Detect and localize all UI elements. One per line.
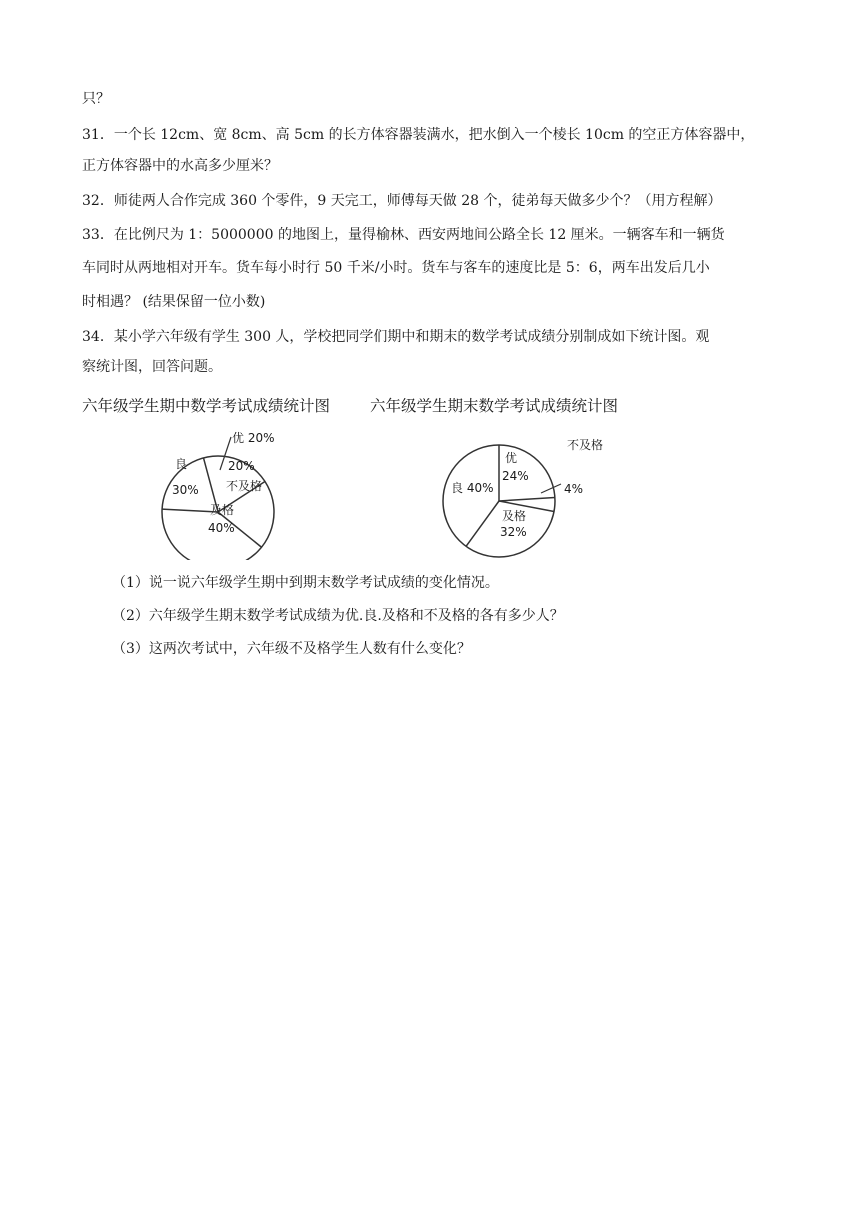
slice-label-优-label_pct: 24% xyxy=(502,469,529,483)
midterm-pie-chart xyxy=(162,430,275,560)
sub-question-1: （1）说一说六年级学生期中到期末数学考试成绩的变化情况。 xyxy=(112,575,499,591)
final-pie-chart xyxy=(443,437,603,557)
slice-label-不及格-label_pct: 20% xyxy=(228,459,255,473)
sub-question-3: （3）这两次考试中，六年级不及格学生人数有什么变化？ xyxy=(112,641,471,657)
slice-label-良-label_name: 良 xyxy=(175,457,188,471)
pie-charts xyxy=(0,420,860,560)
slice-label-及格-label_name: 及格 xyxy=(502,509,527,523)
midterm-chart-title: 六年级学生期中数学考试成绩统计图 xyxy=(82,397,331,415)
slice-label-及格-label_pct: 32% xyxy=(500,525,527,539)
slice-label-优-label_name: 优 xyxy=(505,451,518,465)
slice-label-良: 良 40% xyxy=(451,481,494,495)
slice-label-优: 优 20% xyxy=(232,431,275,445)
question-31-line-1: 31．一个长 12cm、宽 8cm、高 5cm 的长方体容器装满水，把水倒入一个棱长 10cm 的空正方体容器中， xyxy=(82,127,755,143)
question-34-line-1: 34．某小学六年级有学生 300 人，学校把同学们期中和期末的数学考试成绩分别制成如下统计图。观 xyxy=(82,329,710,345)
sub-question-2: （2）六年级学生期末数学考试成绩为优.良.及格和不及格的各有多少人？ xyxy=(112,608,564,624)
slice-label-及格-label_pct: 40% xyxy=(208,521,235,535)
slice-label-不及格-label_pct: 4% xyxy=(564,482,584,496)
final-chart-title: 六年级学生期末数学考试成绩统计图 xyxy=(370,397,619,415)
question-33-line-1: 33．在比例尺为 1：5000000 的地图上，量得榆林、西安两地间公路全长 12 厘米。一辆客车和一辆货 xyxy=(82,227,725,243)
question-34-line-2: 察统计图，回答问题。 xyxy=(82,359,222,375)
question-30-tail: 只？ xyxy=(82,91,110,107)
question-33-line-2: 车同时从两地相对开车。货车每小时行 50 千米/小时。货车与客车的速度比是 5：6，两车出发后几小 xyxy=(82,260,710,276)
question-33-line-3: 时相遇？ (结果保留一位小数) xyxy=(82,294,266,310)
question-32-line-1: 32．师徒两人合作完成 360 个零件，9 天完工，师傅每天做 28 个，徒弟每天做多少个？（用方程解） xyxy=(82,193,722,209)
question-31-line-2: 正方体容器中的水高多少厘米？ xyxy=(82,158,278,174)
slice-label-及格-label_name: 及格 xyxy=(210,503,235,517)
slice-label-不及格-label_name: 不及格 xyxy=(226,479,263,493)
slice-label-良-label_pct: 30% xyxy=(172,483,199,497)
slice-label-不及格-label_name: 不及格 xyxy=(567,438,604,452)
